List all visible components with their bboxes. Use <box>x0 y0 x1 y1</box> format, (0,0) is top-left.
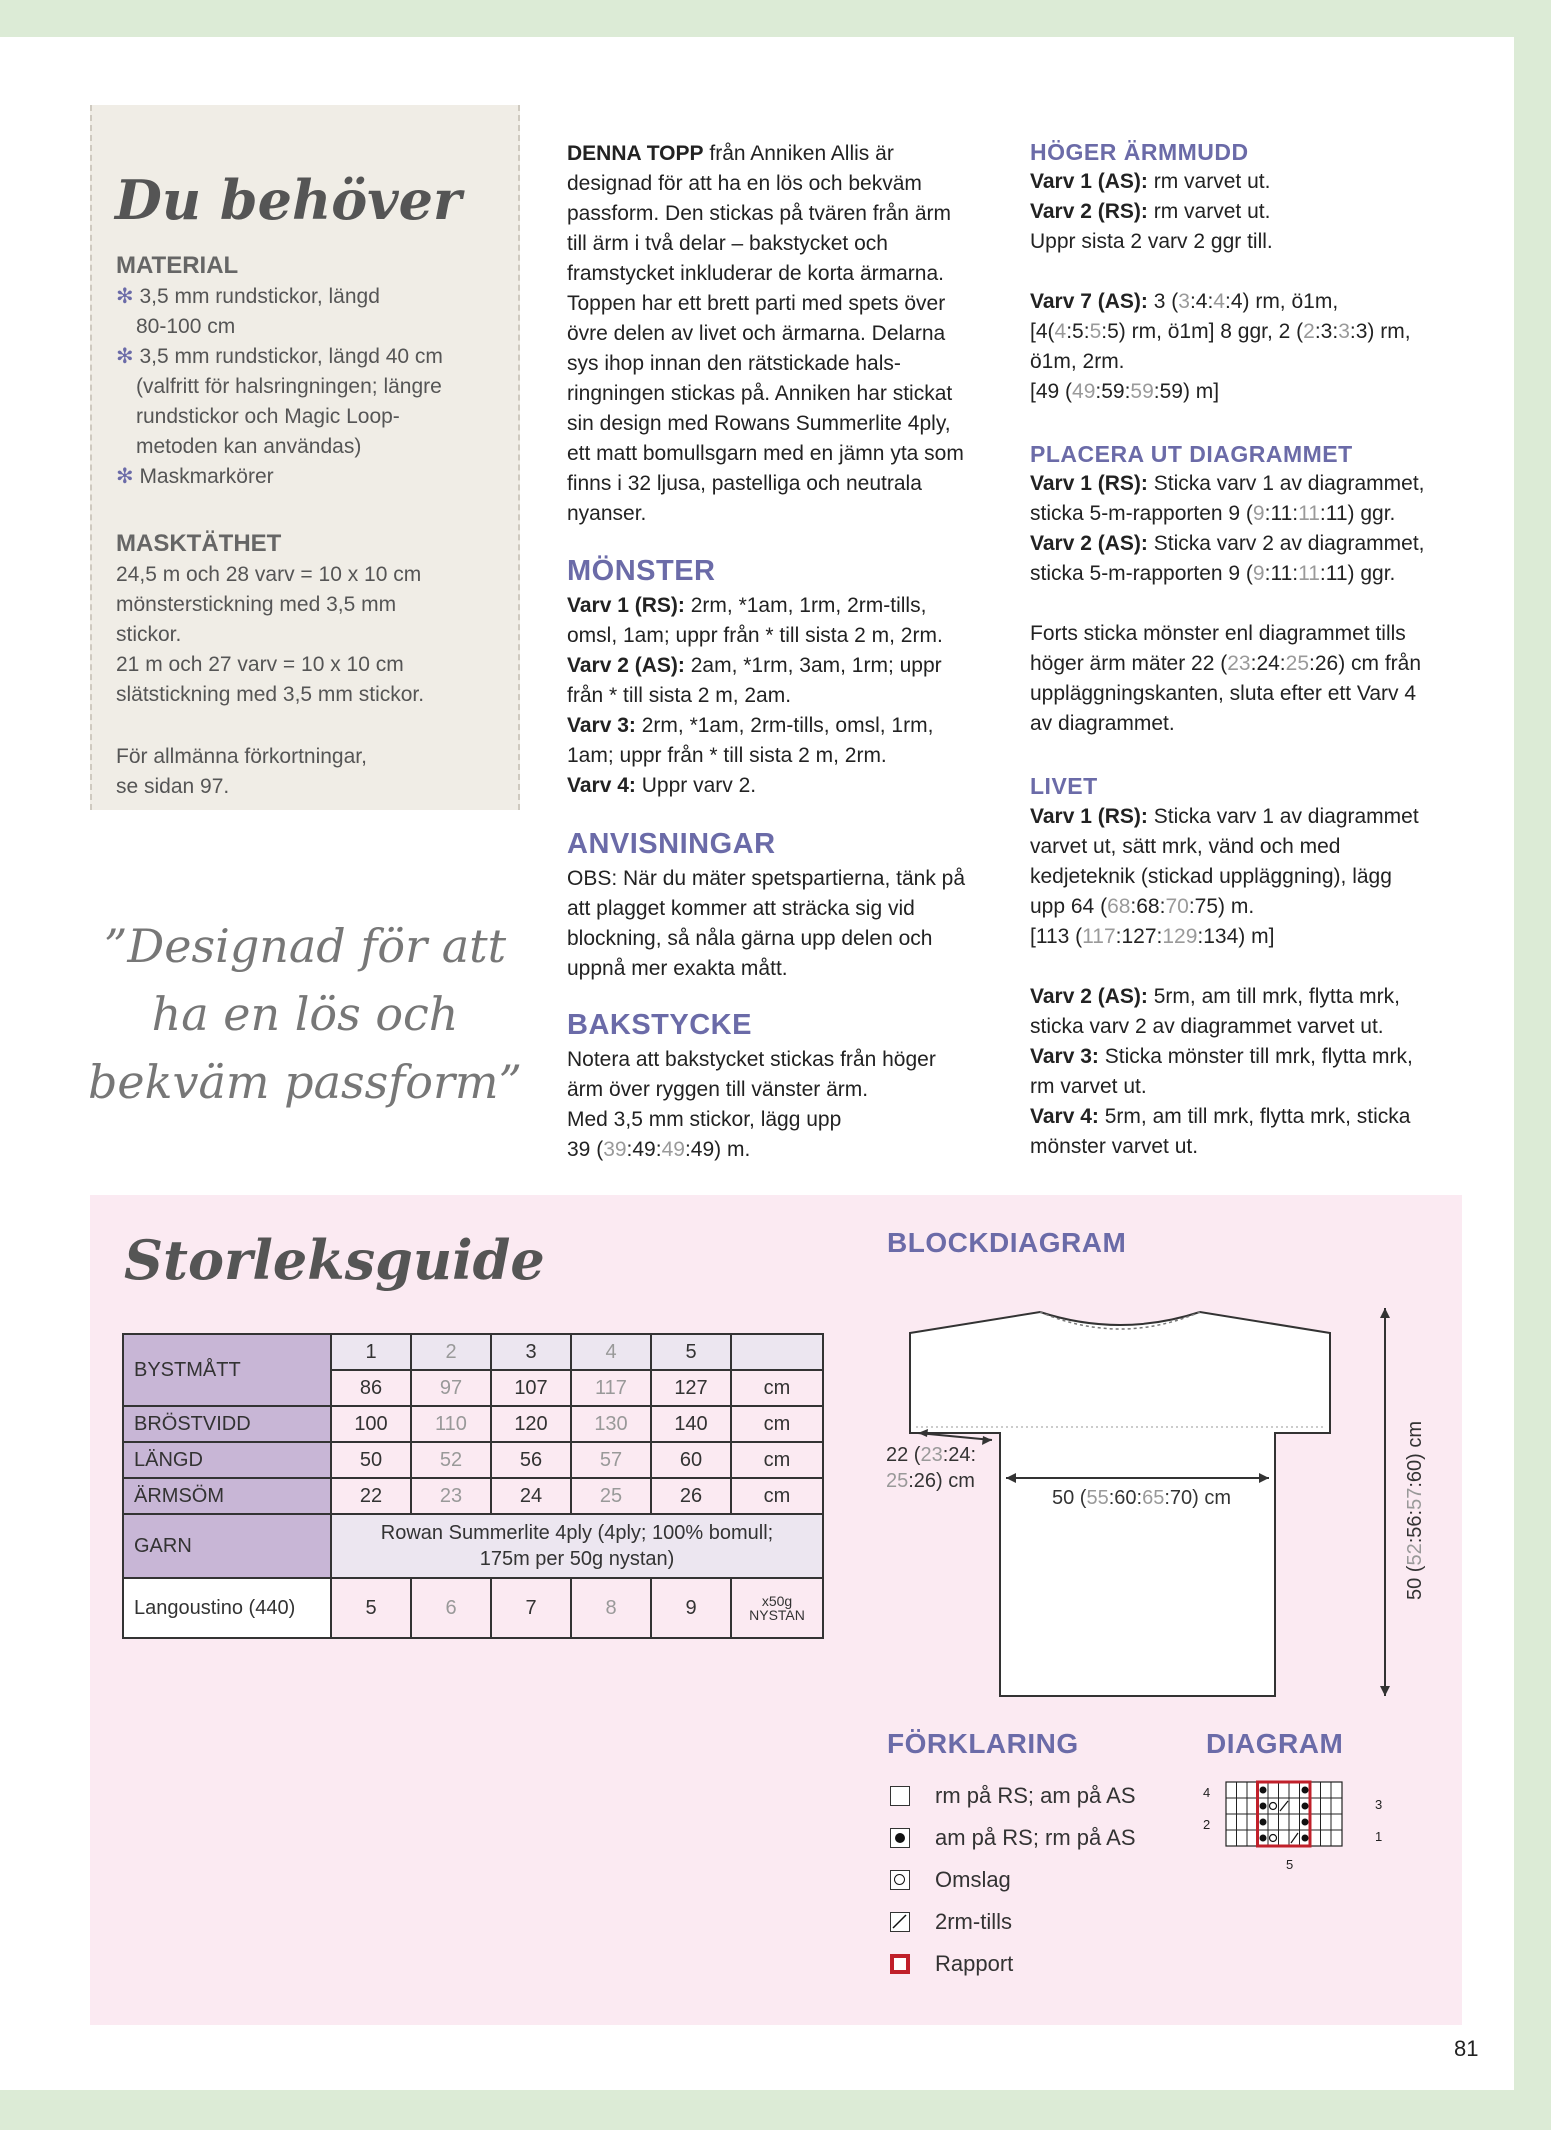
chart-row-2: 2 <box>1203 1817 1211 1832</box>
bust-value: 97 <box>411 1370 491 1406</box>
block-diagram-title: BLOCKDIAGRAM <box>887 1227 1127 1258</box>
chest-label: BRÖSTVIDD <box>123 1406 331 1442</box>
sleeve-value: 25 <box>571 1478 651 1514</box>
gauge-heading: MASKTÄTHET <box>116 530 282 557</box>
colour-label: Langoustino (440) <box>123 1578 331 1638</box>
bust-value: 117 <box>571 1370 651 1406</box>
place-chart-heading: PLACERA UT DIAGRAMMET <box>1030 441 1353 467</box>
back-text: Notera att bakstycket stickas från höger ärm över ryggen till vänster ärm. Med 3,5 mm stickor, lägg upp 39 (39:49:49:49) m. <box>567 1048 936 1161</box>
repeat-width-label: 5 <box>1286 1857 1294 1872</box>
ball-count: 7 <box>491 1578 571 1638</box>
material-heading: MATERIAL <box>116 252 239 279</box>
size-3: 3 <box>491 1334 571 1370</box>
unit: cm <box>731 1442 823 1478</box>
abbreviations-note: För allmänna förkortningar, se sidan 97. <box>116 745 367 798</box>
bust-label: BYSTMÅTT <box>123 1334 331 1406</box>
page-number: 81 <box>1454 2036 1479 2061</box>
place-chart-text: Varv 1 (RS): Sticka varv 1 av diagrammet, sticka 5-m-rapporten 9 (9:11:11:11) ggr. Varv 2 (AS): Sticka varv 2 av diagrammet, sticka 5-m-rapporten 9 (9:11:11:11) ggr. Forts sticka mönster enl diagrammet tills höger ärm mäter 22 (23:24:25:26) cm från uppläggningskanten, sluta efter ett Varv 4 av diagrammet. <box>1030 472 1425 735</box>
yarn-label: GARN <box>123 1514 331 1578</box>
ball-count: 6 <box>411 1578 491 1638</box>
ball-count: 5 <box>331 1578 411 1638</box>
bust-value: 127 <box>651 1370 731 1406</box>
size-guide-title: Storleksguide <box>124 1228 545 1292</box>
instructions-heading: ANVISNINGAR <box>567 828 776 860</box>
bust-value: 107 <box>491 1370 571 1406</box>
sleeve-measure: 22 (23:24: 25:26) cm <box>886 1444 977 1492</box>
size-table <box>122 1333 824 1639</box>
chart-title: DIAGRAM <box>1206 1728 1344 1759</box>
ball-count: 8 <box>571 1578 651 1638</box>
legend-title: FÖRKLARING <box>887 1728 1079 1759</box>
sleeve-cuff-heading: HÖGER ÄRMMUDD <box>1030 139 1249 165</box>
sleeve-arrow <box>918 1433 992 1440</box>
sleeve-value: 22 <box>331 1478 411 1514</box>
sleeve-value: 24 <box>491 1478 571 1514</box>
instructions-text: OBS: När du mäter spetspartierna, tänk på att plagget kommer att sträcka sig vid blockning, så nåla gärna upp delen och uppnå mer exakta mått. <box>567 867 966 980</box>
length-value: 56 <box>491 1442 571 1478</box>
chest-value: 130 <box>571 1406 651 1442</box>
height-measure: 50 (52:56:57:60) cm <box>1404 1420 1426 1600</box>
material-list: ✻ 3,5 mm rundstickor, längd 80-100 cm ✻ 3,5 mm rundstickor, längd 40 cm (valfritt för halsringningen; längre rundstickor och Magic Loop- metoden kan användas) ✻ Maskmarkörer <box>116 285 443 488</box>
dot-square-icon <box>890 1828 910 1848</box>
unit: cm <box>731 1370 823 1406</box>
body-text: Varv 1 (RS): Sticka varv 1 av diagrammet varvet ut, sätt mrk, vänd och med kedjeteknik (stickad uppläggning), lägg upp 64 (68:68:70:75) m. [113 (117:127:129:134) m] Varv 2 (AS): 5rm, am till mrk, flytta mrk, sticka varv 2 av diagrammet varvet ut. Varv 3: Sticka mönster till mrk, flytta mrk, rm varvet ut. Varv 4: 5rm, am till mrk, flytta mrk, sticka mönster varvet ut. <box>1030 805 1419 1158</box>
repeat-square-icon <box>890 1954 910 1974</box>
ball-unit: x50g NYSTAN <box>731 1578 823 1638</box>
size-2: 2 <box>411 1334 491 1370</box>
gauge-text: 24,5 m och 28 varv = 10 x 10 cm mönsterstickning med 3,5 mm stickor. 21 m och 27 varv = 10 x 10 cm slätstickning med 3,5 mm stickor. <box>116 563 425 706</box>
length-label: LÄNGD <box>123 1442 331 1478</box>
back-heading: BAKSTYCKE <box>567 1009 752 1041</box>
length-value: 52 <box>411 1442 491 1478</box>
chart-row-4: 4 <box>1203 1785 1211 1800</box>
yarn-description: Rowan Summerlite 4ply (4ply; 100% bomull; 175m per 50g nystan) <box>331 1514 823 1578</box>
sleeve-cuff-text: Varv 1 (AS): rm varvet ut. Varv 2 (RS): rm varvet ut. Uppr sista 2 varv 2 ggr till. Varv 7 (AS): 3 (3:4:4:4) rm, ö1m, [4(4:5:5:5) rm, ö1m] 8 ggr, 2 (2:3:3:3) rm, ö1m, 2rm. [49 (49:59:59:59) m] <box>1030 170 1411 403</box>
length-value: 60 <box>651 1442 731 1478</box>
ball-count: 9 <box>651 1578 731 1638</box>
pattern-heading: MÖNSTER <box>567 555 716 587</box>
blank-square-icon <box>890 1786 910 1806</box>
size-5: 5 <box>651 1334 731 1370</box>
chest-value: 140 <box>651 1406 731 1442</box>
chart-row-3: 3 <box>1375 1797 1383 1812</box>
unit: cm <box>731 1478 823 1514</box>
width-measure: 50 (55:60:65:70) cm <box>1052 1487 1232 1509</box>
unit: cm <box>731 1406 823 1442</box>
size-1: 1 <box>331 1334 411 1370</box>
sleeve-value: 23 <box>411 1478 491 1514</box>
materials-title: Du behöver <box>115 168 462 232</box>
chest-value: 100 <box>331 1406 411 1442</box>
sleeve-value: 26 <box>651 1478 731 1514</box>
pattern-text: Varv 1 (RS): 2rm, *1am, 1rm, 2rm-tills, omsl, 1am; uppr från * till sista 2 m, 2rm. Varv 2 (AS): 2am, *1rm, 3am, 1rm; uppr från * till sista 2 m, 2am. Varv 3: 2rm, *1am, 2rm-tills, omsl, 1rm, 1am; uppr från * till sista 2 m, 2rm. Varv 4: Uppr varv 2. <box>567 594 943 797</box>
size-4: 4 <box>571 1334 651 1370</box>
length-value: 50 <box>331 1442 411 1478</box>
body-heading: LIVET <box>1030 773 1098 799</box>
length-value: 57 <box>571 1442 651 1478</box>
chest-value: 120 <box>491 1406 571 1442</box>
chest-value: 110 <box>411 1406 491 1442</box>
slash-square-icon <box>890 1912 910 1932</box>
intro-text: DENNA TOPP från Anniken Allis är designad för att ha en lös och bekväm passform. Den stickas på tvären från ärm till ärm i två delar – bakstycket och framstycket inkluderar de korta ärmarna. Toppen har ett brett parti med spets över övre delen av livet och ärmarna. Delarna sys ihop innan den rätstickade hals- ringningen stickas på. Anniken har stickat sin design med Rowans Summerlite 4ply, ett matt bomullsgarn med en jämn yta som finns i 32 ljusa, pastelliga och neutrala nyanser. <box>567 142 964 525</box>
sleeve-label: ÄRMSÖM <box>123 1478 331 1514</box>
circle-square-icon <box>890 1870 910 1890</box>
pull-quote: ”Designad för att ha en lös och bekväm passform” <box>87 919 523 1109</box>
bust-value: 86 <box>331 1370 411 1406</box>
chart-row-1: 1 <box>1375 1829 1383 1844</box>
